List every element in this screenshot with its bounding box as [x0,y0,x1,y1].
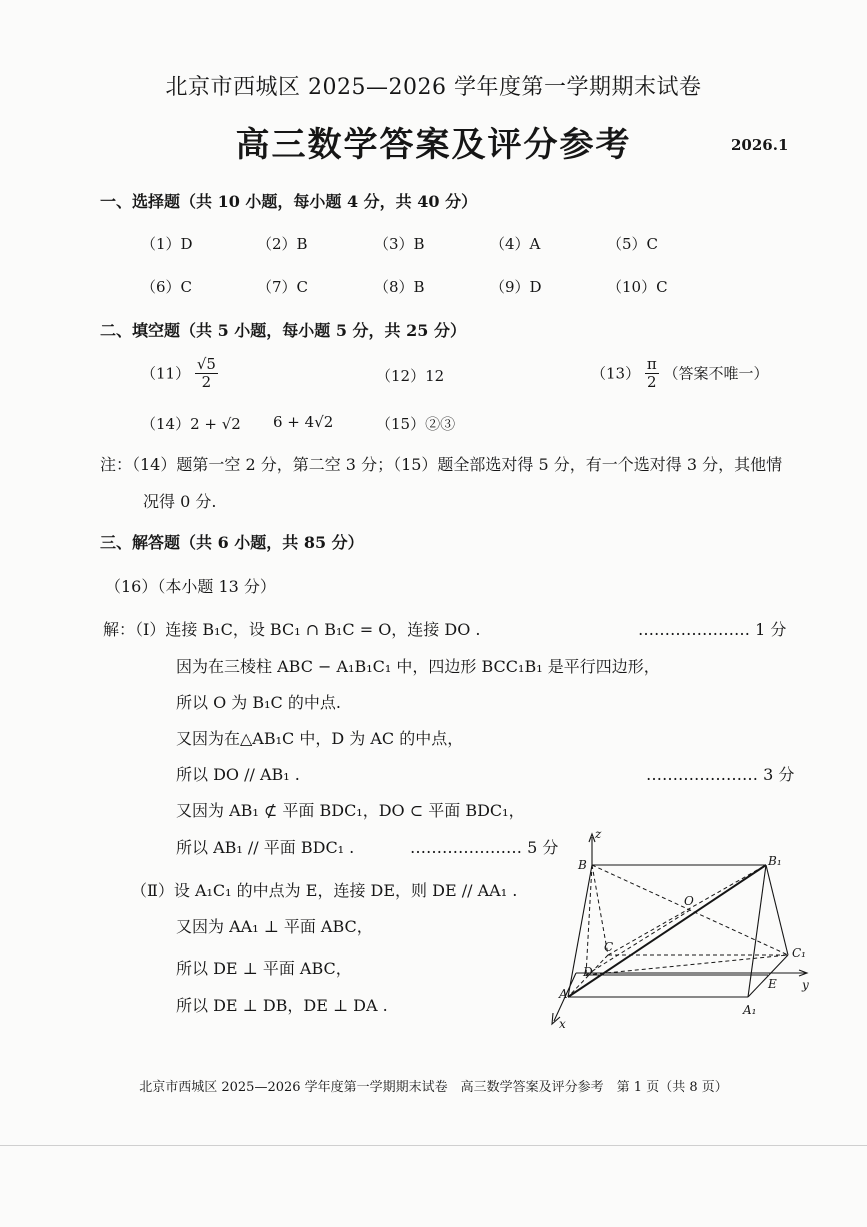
solution-line-11: 所以 DE ⊥ DB，DE ⊥ DA . [176,996,388,1015]
solution-line-5: 所以 DO // AB₁ . [176,765,300,784]
answer-13-label: （13） [591,364,641,383]
answer-11-label: （11） [141,364,191,383]
score-5: ………………… 5 分 [410,838,559,857]
question16-heading: （16）（本小题 13 分） [105,577,276,596]
answer-4: （4）A [490,235,541,253]
answer-13-fraction [645,356,659,390]
answer-6: （6）C [141,278,193,296]
label-B1: B₁ [768,854,782,868]
exam-date: 2026.1 [731,136,789,154]
edge-B1C1 [766,865,788,955]
exam-title: 北京市西城区 2025—2026 学年度第一学期期末试卷 [165,75,702,100]
answer-12: （12）12 [376,367,445,385]
answer-1: （1）D [141,235,193,253]
answer-13 [591,356,769,390]
prism-figure [540,825,830,1035]
solution-line-4: 又因为在△AB₁C 中，D 为 AC 的中点， [176,729,464,748]
answer-13-numerator: π [646,355,657,373]
solution-line-1: 解：（Ⅰ）连接 B₁C，设 BC₁ ∩ B₁C = O，连接 DO . [103,620,481,639]
solution-line-7: 所以 AB₁ // 平面 BDC₁ . [176,838,355,857]
label-y: y [802,978,809,992]
answer-14a: （14）2 + √2 [141,415,241,433]
answer-13-denominator: 2 [647,372,657,391]
solution-line-8: （Ⅱ）设 A₁C₁ 的中点为 E，连接 DE，则 DE // AA₁ . [131,881,518,900]
label-C1: C₁ [792,946,806,960]
answer-10: （10）C [607,278,668,296]
label-O: O [684,894,694,908]
answer-5: （5）C [607,235,659,253]
solution-line-2: 因为在三棱柱 ABC − A₁B₁C₁ 中，四边形 BCC₁B₁ 是平行四边形， [176,657,660,676]
solution-line-9: 又因为 AA₁ ⊥ 平面 ABC， [176,917,373,936]
answer-8: （8）B [374,278,425,296]
answer-14b: 6 + 4√2 [273,413,334,431]
section2-heading: 二、填空题（共 5 小题，每小题 5 分，共 25 分） [100,321,466,340]
edge-B1A1 [748,865,766,997]
segment-CB1 [608,865,766,955]
answer-3: （3）B [374,235,425,253]
score-1: ………………… 1 分 [638,620,787,639]
answer-11-numerator: √5 [196,355,216,373]
label-E: E [768,977,777,991]
score-3: ………………… 3 分 [646,765,795,784]
label-B: B [578,858,587,872]
segment-AB1 [568,865,766,997]
scoring-note-line2: 况得 0 分. [143,492,217,511]
answer-2: （2）B [257,235,308,253]
label-z: z [595,827,602,841]
answer-11-fraction [195,356,218,390]
solution-line-10: 所以 DE ⊥ 平面 ABC， [176,959,352,978]
page-footer: 北京市西城区 2025—2026 学年度第一学期期末试卷 高三数学答案及评分参考 第 1 页（共 8 页） [139,1080,728,1095]
answer-13-note: （答案不唯一） [663,364,769,383]
section3-heading: 三、解答题（共 6 小题，共 85 分） [100,533,364,552]
label-D: D [583,965,593,979]
answer-11 [141,356,218,390]
answer-9: （9）D [490,278,542,296]
scoring-note-line1: 注：（14）题第一空 2 分，第二空 3 分；（15）题全部选对得 5 分，有一个选对得 3 分，其他情 [100,455,783,474]
answer-11-denominator: 2 [201,372,212,391]
label-A1: A₁ [743,1003,757,1017]
segment-DO [586,910,690,975]
label-x: x [559,1017,566,1031]
solution-line-6: 又因为 AB₁ ⊄ 平面 BDC₁，DO ⊂ 平面 BDC₁， [176,801,525,820]
section1-heading: 一、选择题（共 10 小题，每小题 4 分，共 40 分） [100,192,478,211]
page-bottom-rule [0,1145,867,1146]
label-A: A [559,987,568,1001]
answer-15: （15）②③ [376,415,456,433]
answer-7: （7）C [257,278,309,296]
label-C: C [604,940,614,954]
solution-line-3: 所以 O 为 B₁C 的中点. [176,693,341,712]
page-title: 高三数学答案及评分参考 [235,125,632,165]
